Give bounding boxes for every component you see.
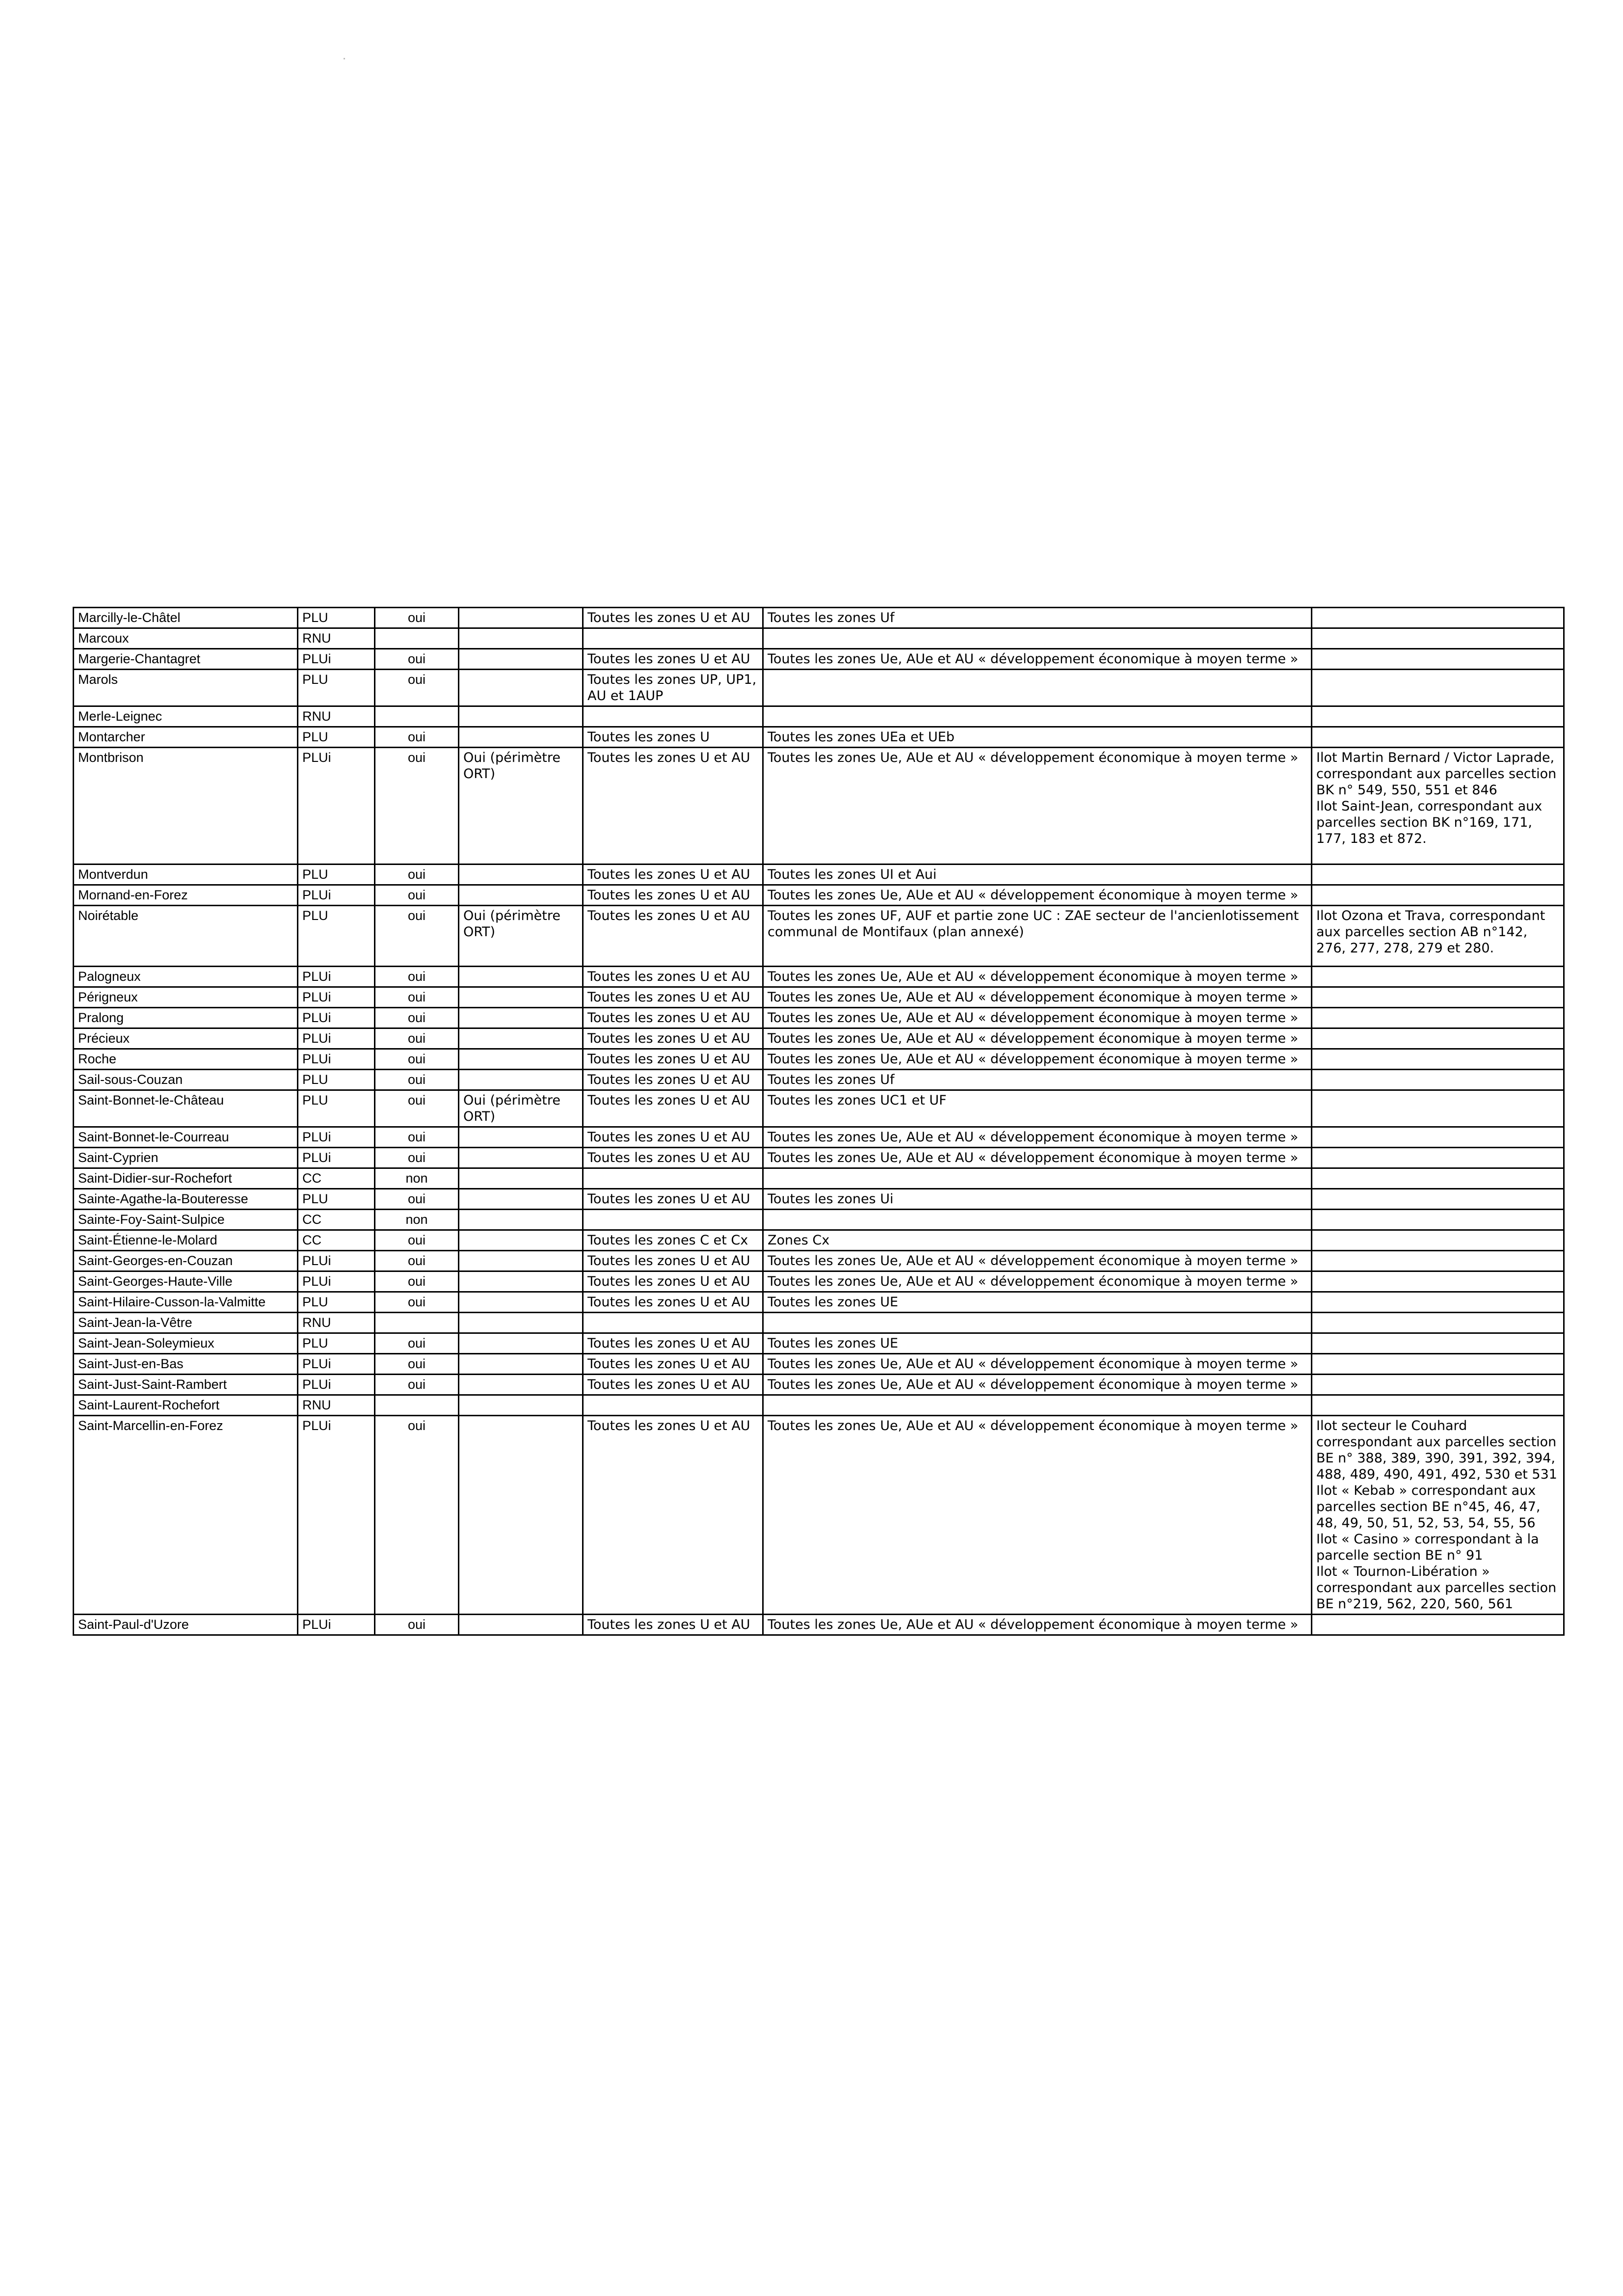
commune-cell: Noirétable [74,906,298,967]
urban-zones-cell [583,1168,763,1189]
table-row [74,1148,1564,1168]
economic-zones-cell: Toutes les zones Ue, AUe et AU « développement économique à moyen terme » [763,1028,1312,1049]
eligibility-cell: oui [375,608,459,628]
commune-cell: Sail-sous-Couzan [74,1070,298,1090]
ort-cell [459,1375,583,1395]
ort-cell [459,1230,583,1251]
urban-zones-cell: Toutes les zones U et AU [583,1271,763,1292]
eligibility-cell: oui [375,1416,459,1615]
ort-cell [459,1168,583,1189]
document-type-cell: CC [298,1230,375,1251]
economic-zones-cell: Toutes les zones Ue, AUe et AU « développement économique à moyen terme » [763,1148,1312,1168]
commune-cell: Saint-Just-Saint-Rambert [74,1375,298,1395]
urban-zones-cell: Toutes les zones U et AU [583,1375,763,1395]
eligibility-cell: oui [375,649,459,670]
eligibility-cell: oui [375,967,459,987]
ort-cell [459,1127,583,1148]
ort-cell [459,608,583,628]
eligibility-cell: oui [375,987,459,1008]
ilots-cell [1312,1049,1564,1070]
ort-cell [459,1333,583,1354]
urban-zones-cell: Toutes les zones U et AU [583,1354,763,1375]
ilots-cell [1312,1375,1564,1395]
commune-cell: Marcilly-le-Châtel [74,608,298,628]
eligibility-cell: non [375,1210,459,1230]
ilots-cell [1312,628,1564,649]
economic-zones-cell: Toutes les zones Ue, AUe et AU « développement économique à moyen terme » [763,748,1312,864]
urban-zones-cell: Toutes les zones U et AU [583,1148,763,1168]
urban-zones-cell: Toutes les zones U et AU [583,1008,763,1028]
ilots-cell: Ilot secteur le Couhard correspondant aux parcelles section BE n° 388, 389, 390, 391, 392, 394, 488, 489, 490, 491, 492, 530 et 531 Ilot « Kebab » correspondant aux parcelles section BE n°45, 46, 47, 48, 49, 50, 51, 52, 53, 54, 55, 56 Ilot « Casino » correspondant à la parcelle section BE n° 91 Ilot « Tournon-Libération » correspondant aux parcelles section BE n°219, 562, 220, 560, 561 [1312,1416,1564,1615]
urban-zones-cell: Toutes les zones U et AU [583,987,763,1008]
ilots-cell [1312,1148,1564,1168]
eligibility-cell: oui [375,727,459,748]
ort-cell [459,706,583,727]
economic-zones-cell: Toutes les zones Ue, AUe et AU « développement économique à moyen terme » [763,1049,1312,1070]
ort-cell [459,1615,583,1635]
ort-cell: Oui (périmètre ORT) [459,906,583,967]
economic-zones-cell: Toutes les zones Ue, AUe et AU « développement économique à moyen terme » [763,1127,1312,1148]
urban-zones-cell: Toutes les zones U et AU [583,1292,763,1313]
document-type-cell: PLU [298,1070,375,1090]
economic-zones-cell [763,628,1312,649]
document-type-cell: PLUi [298,649,375,670]
document-type-cell: PLUi [298,1354,375,1375]
document-type-cell: RNU [298,706,375,727]
eligibility-cell: oui [375,1354,459,1375]
economic-zones-cell: Toutes les zones Ue, AUe et AU « développement économique à moyen terme » [763,967,1312,987]
ort-cell [459,727,583,748]
document-type-cell: CC [298,1210,375,1230]
commune-cell: Saint-Georges-en-Couzan [74,1251,298,1271]
eligibility-cell [375,1395,459,1416]
table-row [74,1615,1564,1635]
document-type-cell: PLU [298,727,375,748]
economic-zones-cell [763,1168,1312,1189]
eligibility-cell: oui [375,1251,459,1271]
ort-cell [459,1271,583,1292]
ort-cell [459,1189,583,1210]
commune-cell: Saint-Marcellin-en-Forez [74,1416,298,1615]
document-type-cell: PLUi [298,1028,375,1049]
table-row [74,1251,1564,1271]
table-row [74,1375,1564,1395]
commune-cell: Saint-Bonnet-le-Courreau [74,1127,298,1148]
ilots-cell [1312,1251,1564,1271]
table-row [74,1416,1564,1615]
commune-cell: Pralong [74,1008,298,1028]
economic-zones-cell [763,1210,1312,1230]
eligibility-cell: oui [375,1189,459,1210]
eligibility-cell: oui [375,1375,459,1395]
eligibility-cell: oui [375,1127,459,1148]
document-type-cell: PLU [298,1333,375,1354]
economic-zones-cell: Toutes les zones Uf [763,608,1312,628]
document-type-cell: PLUi [298,1049,375,1070]
economic-zones-cell [763,1313,1312,1333]
ilots-cell [1312,967,1564,987]
table-row [74,1292,1564,1313]
economic-zones-cell: Toutes les zones UE [763,1292,1312,1313]
table-row [74,1008,1564,1028]
ilots-cell [1312,649,1564,670]
document-type-cell: RNU [298,1313,375,1333]
urban-zones-cell: Toutes les zones U et AU [583,1251,763,1271]
document-type-cell: CC [298,1168,375,1189]
commune-cell: Saint-Just-en-Bas [74,1354,298,1375]
ort-cell [459,987,583,1008]
table-row [74,1395,1564,1416]
economic-zones-cell: Toutes les zones UI et Aui [763,864,1312,885]
economic-zones-cell: Toutes les zones Ue, AUe et AU « développement économique à moyen terme » [763,885,1312,906]
commune-cell: Montbrison [74,748,298,864]
eligibility-cell: oui [375,1008,459,1028]
eligibility-cell: oui [375,1049,459,1070]
table-row [74,649,1564,670]
table-row [74,1090,1564,1127]
commune-cell: Saint-Bonnet-le-Château [74,1090,298,1127]
urban-zones-cell: Toutes les zones U et AU [583,1070,763,1090]
document-type-cell: PLUi [298,1148,375,1168]
eligibility-cell: oui [375,1230,459,1251]
commune-cell: Saint-Cyprien [74,1148,298,1168]
commune-cell: Palogneux [74,967,298,987]
ort-cell [459,670,583,706]
economic-zones-cell: Toutes les zones Ui [763,1189,1312,1210]
document-type-cell: PLUi [298,1008,375,1028]
eligibility-cell: oui [375,1028,459,1049]
urban-zones-cell: Toutes les zones U et AU [583,967,763,987]
ilots-cell [1312,1210,1564,1230]
document-type-cell: PLU [298,1090,375,1127]
ort-cell [459,1313,583,1333]
ilots-cell [1312,608,1564,628]
commune-cell: Mornand-en-Forez [74,885,298,906]
ilots-cell: Ilot Ozona et Trava, correspondant aux parcelles section AB n°142, 276, 277, 278, 279 et 280. [1312,906,1564,967]
commune-cell: Périgneux [74,987,298,1008]
economic-zones-cell: Toutes les zones Ue, AUe et AU « développement économique à moyen terme » [763,1354,1312,1375]
urban-zones-cell: Toutes les zones U et AU [583,1333,763,1354]
table-row [74,906,1564,967]
urban-zones-cell: Toutes les zones U [583,727,763,748]
commune-cell: Saint-Jean-Soleymieux [74,1333,298,1354]
ort-cell [459,1070,583,1090]
urban-zones-cell: Toutes les zones U et AU [583,864,763,885]
urban-zones-cell: Toutes les zones C et Cx [583,1230,763,1251]
table-row [74,1271,1564,1292]
table-row [74,1210,1564,1230]
commune-cell: Montverdun [74,864,298,885]
table-row [74,1070,1564,1090]
ort-cell [459,1049,583,1070]
urban-zones-cell: Toutes les zones U et AU [583,649,763,670]
ilots-cell [1312,1090,1564,1127]
table-row [74,1189,1564,1210]
ort-cell [459,1028,583,1049]
table-row [74,727,1564,748]
ilots-cell [1312,1395,1564,1416]
commune-cell: Saint-Georges-Haute-Ville [74,1271,298,1292]
urban-zones-cell: Toutes les zones U et AU [583,1049,763,1070]
urban-zones-cell [583,1395,763,1416]
urban-zones-cell: Toutes les zones UP, UP1, AU et 1AUP [583,670,763,706]
ort-cell [459,885,583,906]
ilots-cell [1312,987,1564,1008]
ilots-cell [1312,1168,1564,1189]
document-type-cell: PLU [298,1189,375,1210]
ilots-cell [1312,706,1564,727]
document-type-cell: PLU [298,670,375,706]
eligibility-cell: oui [375,1148,459,1168]
eligibility-cell: oui [375,906,459,967]
economic-zones-cell: Toutes les zones UEa et UEb [763,727,1312,748]
document-type-cell: PLUi [298,1127,375,1148]
eligibility-cell: oui [375,1615,459,1635]
table-row [74,748,1564,864]
eligibility-cell: oui [375,748,459,864]
table-row [74,1168,1564,1189]
eligibility-cell: oui [375,1271,459,1292]
urban-zones-cell: Toutes les zones U et AU [583,1127,763,1148]
eligibility-cell: oui [375,670,459,706]
economic-zones-cell [763,670,1312,706]
table-row [74,1354,1564,1375]
economic-zones-cell: Toutes les zones Uf [763,1070,1312,1090]
scan-speck [344,58,345,59]
economic-zones-cell: Toutes les zones Ue, AUe et AU « développement économique à moyen terme » [763,1271,1312,1292]
commune-cell: Marols [74,670,298,706]
commune-cell: Merle-Leignec [74,706,298,727]
ort-cell [459,1292,583,1313]
ilots-cell [1312,1354,1564,1375]
urban-zones-cell: Toutes les zones U et AU [583,1090,763,1127]
ort-cell [459,967,583,987]
urban-zones-cell: Toutes les zones U et AU [583,748,763,864]
ort-cell [459,1008,583,1028]
economic-zones-cell: Toutes les zones Ue, AUe et AU « développement économique à moyen terme » [763,1416,1312,1615]
table-row [74,608,1564,628]
document-type-cell: PLUi [298,885,375,906]
eligibility-cell: oui [375,1333,459,1354]
table-row [74,967,1564,987]
urban-zones-cell: Toutes les zones U et AU [583,1615,763,1635]
ort-cell [459,649,583,670]
ilots-cell [1312,1292,1564,1313]
commune-cell: Précieux [74,1028,298,1049]
eligibility-cell: oui [375,864,459,885]
table-body [74,608,1564,1635]
document-type-cell: PLUi [298,1375,375,1395]
commune-cell: Montarcher [74,727,298,748]
commune-cell: Saint-Hilaire-Cusson-la-Valmitte [74,1292,298,1313]
ilots-cell [1312,1028,1564,1049]
ilots-cell [1312,1615,1564,1635]
economic-zones-cell: Toutes les zones Ue, AUe et AU « développement économique à moyen terme » [763,1251,1312,1271]
economic-zones-cell: Toutes les zones UF, AUF et partie zone UC : ZAE secteur de l'ancienlotissement communal de Montifaux (plan annexé) [763,906,1312,967]
economic-zones-cell: Toutes les zones Ue, AUe et AU « développement économique à moyen terme » [763,1375,1312,1395]
document-type-cell: PLU [298,608,375,628]
document-type-cell: PLUi [298,1416,375,1615]
ort-cell [459,1148,583,1168]
ilots-cell [1312,1313,1564,1333]
urban-zones-cell: Toutes les zones U et AU [583,1189,763,1210]
commune-cell: Saint-Paul-d'Uzore [74,1615,298,1635]
commune-cell: Saint-Étienne-le-Molard [74,1230,298,1251]
table-row [74,1313,1564,1333]
economic-zones-cell: Toutes les zones Ue, AUe et AU « développement économique à moyen terme » [763,987,1312,1008]
document-type-cell: PLU [298,1292,375,1313]
economic-zones-cell [763,706,1312,727]
ort-cell [459,1251,583,1271]
urban-zones-cell: Toutes les zones U et AU [583,608,763,628]
table-row [74,885,1564,906]
ilots-cell [1312,864,1564,885]
commune-cell: Saint-Laurent-Rochefort [74,1395,298,1416]
economic-zones-cell: Toutes les zones Ue, AUe et AU « développement économique à moyen terme » [763,1615,1312,1635]
urban-zones-cell: Toutes les zones U et AU [583,1416,763,1615]
urban-zones-cell: Toutes les zones U et AU [583,1028,763,1049]
ort-cell: Oui (périmètre ORT) [459,748,583,864]
economic-zones-cell [763,1395,1312,1416]
eligibility-cell: oui [375,1070,459,1090]
ilots-cell [1312,885,1564,906]
commune-cell: Sainte-Foy-Saint-Sulpice [74,1210,298,1230]
urban-zones-cell [583,706,763,727]
ort-cell [459,1416,583,1615]
ilots-cell [1312,1008,1564,1028]
economic-zones-cell: Zones Cx [763,1230,1312,1251]
commune-cell: Marcoux [74,628,298,649]
ort-cell [459,1210,583,1230]
ilots-cell [1312,727,1564,748]
table-row [74,864,1564,885]
urban-zones-cell [583,1210,763,1230]
eligibility-cell [375,1313,459,1333]
document-type-cell: RNU [298,628,375,649]
ilots-cell [1312,1127,1564,1148]
ilots-cell [1312,670,1564,706]
eligibility-cell: oui [375,885,459,906]
eligibility-cell: oui [375,1292,459,1313]
ilots-cell [1312,1070,1564,1090]
ilots-cell: Ilot Martin Bernard / Victor Laprade, correspondant aux parcelles section BK n° 549, 550, 551 et 846 Ilot Saint-Jean, correspondant aux parcelles section BK n°169, 171, 177, 183 et 872. [1312,748,1564,864]
table-row [74,670,1564,706]
eligibility-cell [375,706,459,727]
table-row [74,1127,1564,1148]
ilots-cell [1312,1333,1564,1354]
ilots-cell [1312,1230,1564,1251]
commune-cell: Roche [74,1049,298,1070]
urban-zones-cell: Toutes les zones U et AU [583,906,763,967]
commune-cell: Margerie-Chantagret [74,649,298,670]
document-type-cell: PLU [298,864,375,885]
commune-cell: Saint-Didier-sur-Rochefort [74,1168,298,1189]
economic-zones-cell: Toutes les zones Ue, AUe et AU « développement économique à moyen terme » [763,1008,1312,1028]
table-row [74,1333,1564,1354]
document-type-cell: PLUi [298,1271,375,1292]
ort-cell [459,864,583,885]
eligibility-cell [375,628,459,649]
ort-cell [459,1395,583,1416]
ort-cell: Oui (périmètre ORT) [459,1090,583,1127]
document-type-cell: PLUi [298,987,375,1008]
table-row [74,706,1564,727]
document-type-cell: PLUi [298,1615,375,1635]
ilots-cell [1312,1189,1564,1210]
document-type-cell: PLU [298,906,375,967]
commune-cell: Saint-Jean-la-Vêtre [74,1313,298,1333]
ort-cell [459,1354,583,1375]
document-type-cell: RNU [298,1395,375,1416]
economic-zones-cell: Toutes les zones UE [763,1333,1312,1354]
table-row [74,1028,1564,1049]
economic-zones-cell: Toutes les zones Ue, AUe et AU « développement économique à moyen terme » [763,649,1312,670]
commune-cell: Sainte-Agathe-la-Bouteresse [74,1189,298,1210]
ort-cell [459,628,583,649]
urban-zones-cell [583,628,763,649]
table-row [74,1049,1564,1070]
eligibility-cell: oui [375,1090,459,1127]
ilots-cell [1312,1271,1564,1292]
eligibility-cell: non [375,1168,459,1189]
table-row [74,1230,1564,1251]
table-row [74,987,1564,1008]
urban-zones-cell [583,1313,763,1333]
urban-zones-cell: Toutes les zones U et AU [583,885,763,906]
document-type-cell: PLUi [298,748,375,864]
document-type-cell: PLUi [298,967,375,987]
document-type-cell: PLUi [298,1251,375,1271]
table-row [74,628,1564,649]
communes-zoning-table [73,607,1565,1636]
economic-zones-cell: Toutes les zones UC1 et UF [763,1090,1312,1127]
